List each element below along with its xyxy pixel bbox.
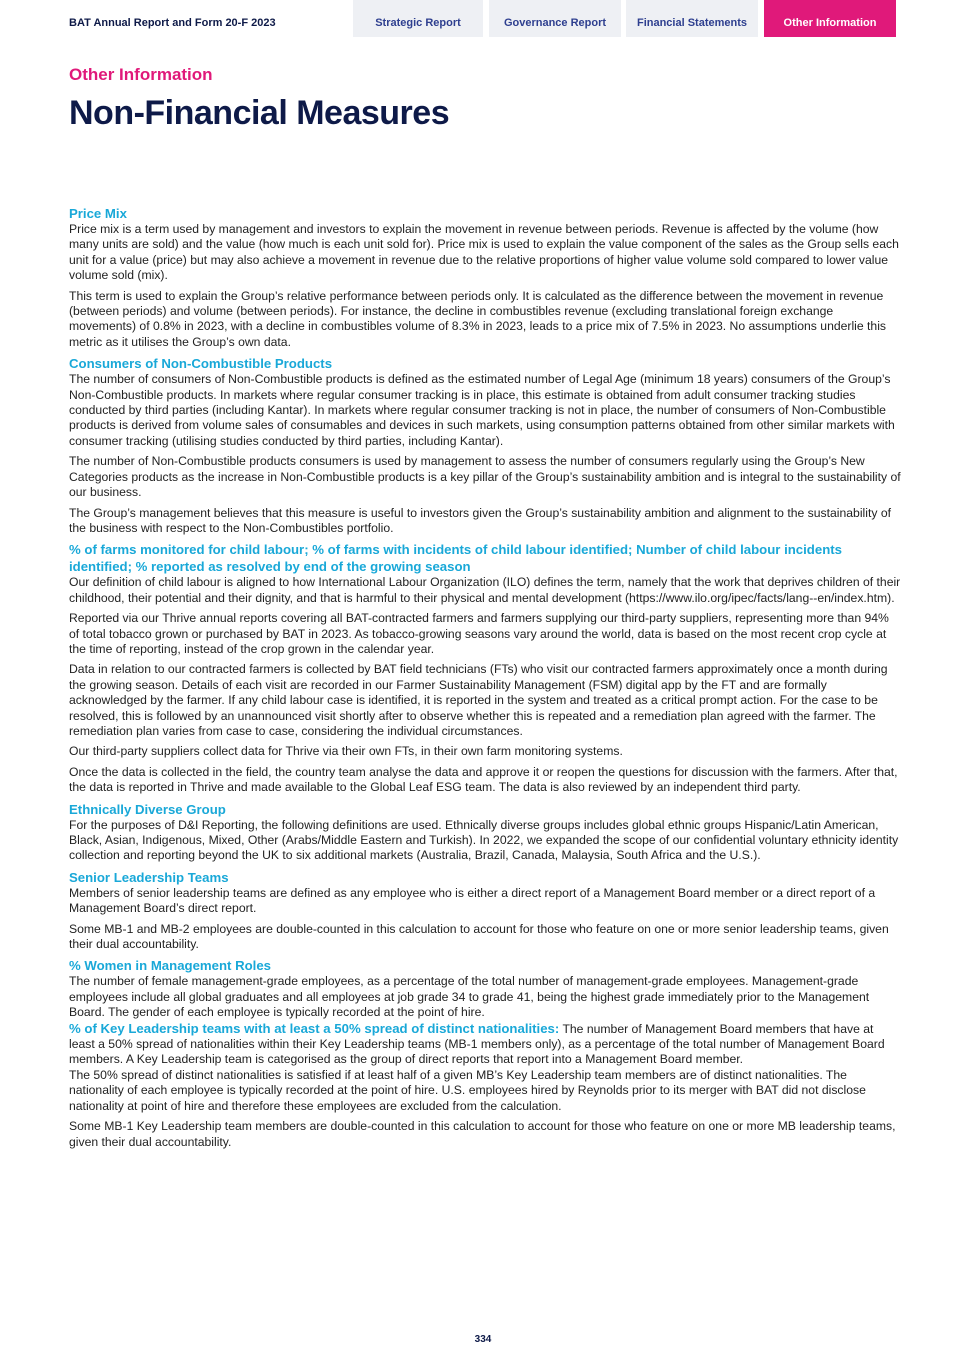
women-management-heading: % Women in Management Roles bbox=[69, 958, 271, 974]
consumers-paragraph-1: The number of consumers of Non-Combustible products is defined as the estimated number of Legal Age (minimum 18 years) consumers of the Group’s Non-Combustible products. In markets where regular consumer tracking is in place, this estimate is obtained from adult consumer tracking studies conducted by third parties (including Kantar). In markets where regular consumer tracking is not in place, the number of consumers of Non-Combustible products is derived from volume sales of consumables and devices in such markets, using consumption patterns obtained from other similar markets with consumer tracking (utilising studies conducted by third parties, including Kantar). bbox=[69, 372, 895, 448]
price-mix-paragraph-1: Price mix is a term used by management and investors to explain the movement in revenue between periods. Revenue is affected by the volume (how many units are sold) and the value (how much is each unit sold for). Price mix is used to explain the value component of the sales as the Group sells each unit for a value (price) but may also achieve a movement in revenue due to the relative proportions of higher value volume sold compared to lower value volume sold (mix). bbox=[69, 222, 899, 283]
ethnically-diverse-heading: Ethnically Diverse Group bbox=[69, 801, 226, 817]
key-leadership-paragraph-1-text: The number of Management Board members that have at least a 50% spread of nationalities within their Key Leadership teams (MB-1 members only), as a percentage of the total number of Management Board members. A Key Leadership team is categorised as the group of direct reports that report into a Management Board member. bbox=[69, 1021, 885, 1067]
ethnically-diverse-paragraph-1: For the purposes of D&I Reporting, the following definitions are used. Ethnically diverse groups includes global ethnic groups Hispanic/Latin American, Black, Asian, Indigenous, Mixed, Other (Arabs/Middle Eastern and Turkish). In 2022, we expanded the scope of our confidential voluntary ethnicity identity collection and reporting beyond the UK to six additional markets (Australia, Brazil, Canada, Malaysia, South Africa and the U.S.). bbox=[69, 817, 899, 863]
page-title: Non-Financial Measures bbox=[69, 94, 450, 132]
price-mix-paragraph-2: This term is used to explain the Group’s relative performance between periods only. It is calculated as the difference between the movement in revenue (between periods) and volume (between periods). For instance, the decline in combustibles revenue (excluding translational foreign exchange movements) of 0.8% in 2023, with a decline in combustibles volume of 8.3% in 2023, leads to a price mix of 7.5% in 2023. No assumptions underlie this metric as it utilises the Group’s own data. bbox=[69, 288, 887, 349]
section-label: Other Information bbox=[69, 65, 213, 84]
senior-leadership-paragraph-2: Some MB-1 and MB-2 employees are double-counted in this calculation to account for those who feature on one or more senior leadership teams, given their dual accountability. bbox=[69, 921, 889, 952]
child-labour-paragraph-4: Our third-party suppliers collect data for Thrive via their own FTs, in their own farm monitoring systems. bbox=[69, 744, 623, 759]
women-management-paragraph-1: The number of female management-grade employees, as a percentage of the total number of management-grade employees. Management-grade employees include all global graduates and all employees at job grade 34 to grade 41, being the highest grade immediately prior to the Management Board. The gender of each employee is typically recorded at the point of hire. bbox=[69, 974, 870, 1020]
child-labour-paragraph-3: Data in relation to our contracted farmers is collected by BAT field technicians (FTs) who visit our contracted farmers approximately once a month during the growing season. Details of each visit are recorded in our Farmer Sustainability Management (FSM) digital app by the FT and are formally acknowledged by the farmer. If any child labour case is identified, it is reported in the system and treated as a critical prompt action. For the case to be resolved, this is followed by an unannounced visit shortly after to observe whether this is repeated and a remediation plan agreed with the farmer. The remediation plan varies from case to case, considering the individual circumstances. bbox=[69, 662, 888, 738]
tab-other-information[interactable]: Other Information bbox=[764, 0, 896, 37]
tab-financial-statements[interactable]: Financial Statements bbox=[626, 0, 758, 37]
consumers-heading: Consumers of Non-Combustible Products bbox=[69, 356, 333, 372]
child-labour-heading: % of farms monitored for child labour; % of farms with incidents of child labour identified; Number of child labour incidents identified; % reported as resolved by end of the growing season bbox=[69, 542, 842, 575]
key-leadership-paragraph-2: The 50% spread of distinct nationalities is satisfied if at least half of a given MB’s Key Leadership team members are of distinct nationalities. The nationality of each employee is typically recorded at the point of hire. U.S. employees hired by Reynolds prior to its merger with BAT did not disclose nationality at point of hire and therefore these employees are excluded from the calculation. bbox=[69, 1067, 866, 1113]
tab-governance-report[interactable]: Governance Report bbox=[489, 0, 621, 37]
consumers-paragraph-2: The number of Non-Combustible products consumers is used by management to assess the number of consumers regularly using the Group’s New Categories products as the increase in Non-Combustible products is a key pillar of the Group’s sustainability ambition and is integral to the sustainability of our business. bbox=[69, 454, 901, 500]
child-labour-paragraph-2: Reported via our Thrive annual reports covering all BAT-contracted farmers and farmers supplying our third-party suppliers, representing more than 94% of total tobacco grown or purchased by BAT in 2023. As tobacco-growing seasons vary around the world, data is based on the most recent crop cycle at the time of reporting, instead of the crop grown in the calendar year. bbox=[69, 611, 889, 656]
document-body bbox=[69, 205, 901, 1155]
key-leadership-inline-heading: % of Key Leadership teams with at least a 50% spread of distinct nationalities: bbox=[69, 1020, 560, 1036]
child-labour-paragraph-1: Our definition of child labour is aligned to how International Labour Organization (ILO) defines the term, namely that the work that deprives children of their childhood, their potential and their dignity, and that is harmful to their physical and mental development (https://www.ilo.org/ipec/facts/lang--en/index.htm). bbox=[69, 575, 901, 605]
page-number: 334 bbox=[474, 1334, 492, 1345]
consumers-paragraph-3: The Group’s management believes that this measure is useful to investors given the Group’s sustainability ambition and alignment to the sustainability of the business with respect to the Non-Combustibles portfolio. bbox=[69, 505, 891, 535]
report-title: BAT Annual Report and Form 20-F 2023 bbox=[69, 17, 276, 29]
key-leadership-paragraph-3: Some MB-1 Key Leadership team members are double-counted in this calculation to account for those who feature on one or more MB leadership teams, given their dual accountability. bbox=[69, 1119, 896, 1149]
top-navigation-bar bbox=[0, 0, 966, 38]
child-labour-paragraph-5: Once the data is collected in the field, the country team analyse the data and approve it or reopen the questions for discussion with the farmers. After that, the data is reported in Thrive and made available to the Global Leaf ESG team. The data is also reviewed by an independent third party. bbox=[69, 764, 898, 795]
senior-leadership-paragraph-1: Members of senior leadership teams are defined as any employee who is either a direct report of a Management Board member or a direct report of a Management Board’s direct report. bbox=[69, 885, 876, 916]
senior-leadership-heading: Senior Leadership Teams bbox=[69, 869, 229, 885]
price-mix-heading: Price Mix bbox=[69, 206, 127, 221]
key-leadership-paragraph-1 bbox=[69, 1021, 901, 1068]
tab-strategic-report[interactable]: Strategic Report bbox=[353, 0, 483, 37]
